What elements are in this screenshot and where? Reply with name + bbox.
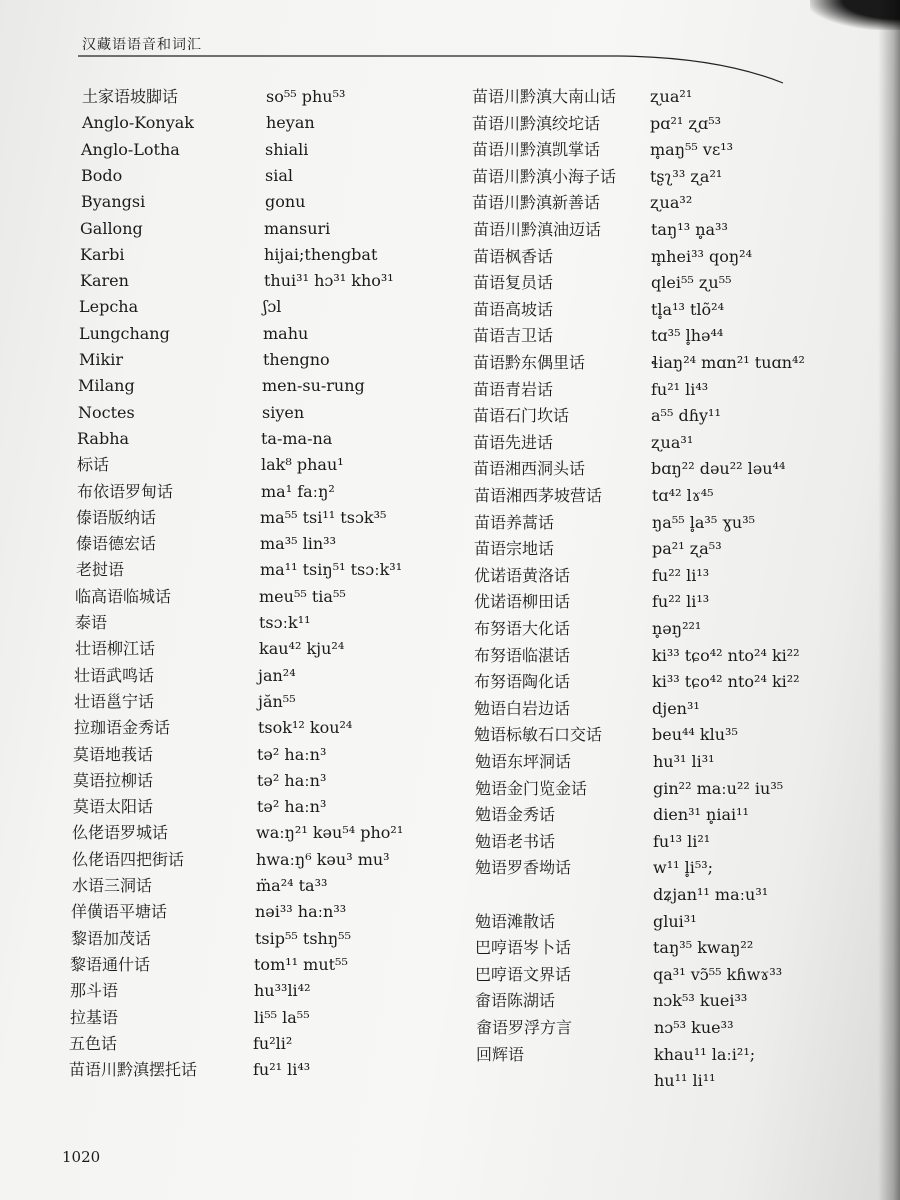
- language-name: 苗语川黔滇小海子话: [472, 167, 617, 186]
- entry-row: [72, 849, 472, 875]
- word-form: siyen: [262, 403, 305, 422]
- entry-row: [475, 778, 875, 804]
- language-name: 勉语金门览金话: [475, 779, 588, 798]
- entry-row: [474, 724, 874, 750]
- entry-row: [472, 113, 872, 139]
- entry-row: [474, 538, 874, 564]
- word-form: tom¹¹ mut⁵⁵: [254, 955, 348, 974]
- entry-row: [474, 591, 874, 617]
- entry-row: [69, 1033, 469, 1059]
- word-form: pɑ²¹ ʐɑ⁵³: [650, 114, 722, 133]
- language-name: 苗语养蒿话: [474, 513, 555, 532]
- entry-row: [71, 928, 471, 954]
- word-form: tʂʅ³³ ʐa²¹: [650, 167, 723, 186]
- entry-row: [75, 612, 475, 638]
- word-form: ma⁵⁵ tsi¹¹ tsɔk³⁵: [260, 508, 387, 527]
- entry-row: [474, 671, 874, 697]
- word-form: heyan: [266, 113, 315, 132]
- entry-row: [81, 139, 481, 165]
- word-form: tə² haːn³: [257, 771, 327, 790]
- word-form: ʐua²¹: [650, 87, 693, 106]
- language-name: 苗语川黔滇大南山话: [472, 87, 617, 106]
- entry-row: [74, 665, 474, 691]
- entry-row: [74, 691, 474, 717]
- entry-row: [74, 717, 474, 743]
- word-form: tɑ⁴² lɤ⁴⁵: [652, 486, 714, 505]
- word-form: ʐua³²: [650, 193, 693, 212]
- entry-row: [77, 428, 477, 454]
- word-form: hu³³li⁴²: [254, 981, 311, 1000]
- word-form: thengno: [263, 350, 330, 369]
- language-name: Rabha: [77, 429, 130, 448]
- word-form: djen³¹: [652, 699, 700, 718]
- word-form: tsok¹² kou²⁴: [258, 718, 353, 737]
- word-form: tsip⁵⁵ tshŋ⁵⁵: [255, 929, 351, 948]
- word-form: fu²li²: [253, 1034, 293, 1053]
- word-form: kau⁴² kju²⁴: [259, 639, 345, 658]
- language-name: 勉语罗香坳话: [475, 858, 572, 877]
- language-name: 莫语拉柳话: [73, 771, 154, 790]
- language-name: 傣语版纳话: [76, 508, 157, 527]
- language-name: 苗语石门坎话: [473, 406, 570, 425]
- language-name: 苗语青岩话: [473, 380, 554, 399]
- language-name: 苗语湘西茅坡营话: [474, 486, 603, 505]
- word-form: mansuri: [264, 219, 331, 238]
- language-name: 回辉语: [476, 1045, 525, 1064]
- word-form: lak⁸ phau¹: [261, 455, 344, 474]
- language-name: 五色话: [69, 1034, 118, 1053]
- word-form: ŋa⁵⁵ l̥a³⁵ ɣu³⁵: [652, 513, 756, 532]
- word-form: thui³¹ hɔ³¹ kho³¹: [264, 271, 394, 290]
- language-name: 苗语高坡话: [473, 300, 554, 319]
- language-name: 苗语枫香话: [473, 247, 554, 266]
- entry-row: [79, 296, 479, 322]
- word-form: w¹¹ l̥i⁵³;: [653, 858, 714, 877]
- word-form: hwaːŋ⁶ kəu³ mu³: [256, 850, 390, 869]
- entry-row: [473, 272, 873, 298]
- entry-row: [69, 1059, 469, 1085]
- language-name: 黎语通什话: [70, 955, 151, 974]
- language-name: 苗语宗地话: [474, 539, 555, 558]
- entry-row: [475, 964, 875, 990]
- word-form: fu²¹ li⁴³: [253, 1060, 311, 1079]
- word-form: pa²¹ ʐa⁵³: [652, 539, 722, 558]
- language-name: 苗语黔东偶里话: [473, 353, 586, 372]
- entry-row: [76, 533, 476, 559]
- language-name: Lungchang: [79, 324, 170, 343]
- word-form: nɔ⁵³ kue³³: [654, 1018, 734, 1037]
- word-form: jăn⁵⁵: [258, 692, 296, 711]
- language-name: Bodo: [81, 166, 123, 185]
- language-name: 苗语川黔滇摆托话: [69, 1060, 198, 1079]
- word-form: meu⁵⁵ tia⁵⁵: [259, 587, 346, 606]
- word-form: ki³³ tɕo⁴² nto²⁴ ki²²: [652, 646, 800, 665]
- page-edge-shadow: [878, 0, 900, 1200]
- entry-row: [475, 857, 875, 883]
- entry-row: [474, 645, 874, 671]
- entry-row: [472, 86, 872, 112]
- language-name: 佯僙语平塘话: [71, 902, 168, 921]
- entry-row: [472, 166, 872, 192]
- word-form: ma³⁵ lin³³: [260, 534, 336, 553]
- language-name: 优诺语黄洛话: [474, 566, 571, 585]
- word-form: hijai;thengbat: [264, 245, 378, 264]
- language-name: 拉基语: [70, 1008, 119, 1027]
- entry-row: [473, 299, 873, 325]
- word-form: gonu: [265, 192, 306, 211]
- language-name: 布努语大化话: [474, 619, 571, 638]
- word-form: jan²⁴: [258, 666, 296, 685]
- entry-row: [476, 1044, 876, 1070]
- word-form: ʐua³¹: [651, 433, 694, 452]
- language-name: Byangsi: [81, 192, 146, 211]
- entry-row: [80, 244, 480, 270]
- word-form: m̥aŋ⁵⁵ vɛ¹³: [650, 140, 734, 159]
- language-name: Lepcha: [79, 297, 139, 316]
- word-form: glui³¹: [653, 912, 697, 931]
- language-name: 苗语川黔滇油迈话: [473, 220, 602, 239]
- language-name: 布努语陶化话: [474, 672, 571, 691]
- language-name: 水语三洞话: [72, 876, 153, 895]
- entry-row: [79, 349, 479, 375]
- entry-row: [474, 512, 874, 538]
- entry-row: [473, 458, 873, 484]
- word-form: fu²¹ li⁴³: [651, 380, 709, 399]
- language-name: 苗语先进话: [473, 433, 554, 452]
- language-name: 临高语临城话: [75, 587, 172, 606]
- word-form: hu³¹ li³¹: [653, 752, 715, 771]
- entry-row: [475, 937, 875, 963]
- word-form: beu⁴⁴ klu³⁵: [652, 725, 738, 744]
- word-form: tə² haːn³: [257, 797, 327, 816]
- language-name: Karbi: [80, 245, 125, 264]
- language-name: 老挝语: [76, 560, 125, 579]
- language-name: Anglo-Lotha: [81, 140, 180, 159]
- entry-row: [75, 586, 475, 612]
- language-name: 泰语: [75, 613, 108, 632]
- entry-row: [472, 192, 872, 218]
- entry-row: [78, 402, 478, 428]
- word-form: ta-ma-na: [261, 429, 333, 448]
- page-number: 1020: [62, 1148, 101, 1166]
- entry-row: [73, 770, 473, 796]
- word-form: dien³¹ n̥iai¹¹: [653, 805, 749, 824]
- language-name: Karen: [80, 271, 129, 290]
- language-name: 苗语川黔滇新善话: [472, 193, 601, 212]
- language-name: 勉语滩散话: [475, 912, 556, 931]
- language-name: Mikir: [79, 350, 123, 369]
- right-column: [472, 86, 872, 1116]
- word-form: men-su-rung: [262, 376, 365, 395]
- language-name: 苗语吉卫话: [473, 326, 554, 345]
- entry-row: [473, 405, 873, 431]
- entry-row: [81, 165, 481, 191]
- entry-row: [473, 352, 873, 378]
- entry-row: [81, 191, 481, 217]
- word-form: dʑjan¹¹ maːu³¹: [653, 885, 769, 904]
- language-name: 勉语东坪洞话: [475, 752, 572, 771]
- word-form: fu¹³ li²¹: [653, 832, 711, 851]
- language-name: Milang: [78, 376, 135, 395]
- entry-row: [76, 507, 476, 533]
- word-form: khau¹¹ laːi²¹;: [654, 1045, 756, 1064]
- word-form: nəi³³ haːn³³: [255, 902, 347, 921]
- word-form: qlei⁵⁵ ʐu⁵⁵: [651, 273, 732, 292]
- word-form: sial: [265, 166, 293, 185]
- entry-row: [76, 559, 476, 585]
- word-form: bɑŋ²² dəu²² ləu⁴⁴: [651, 459, 786, 478]
- language-name: 壮语柳江话: [75, 639, 156, 658]
- word-form: li⁵⁵ la⁵⁵: [254, 1008, 310, 1027]
- language-name: 巴哼语岑卜话: [475, 938, 572, 957]
- entry-row: [82, 112, 482, 138]
- word-form: so⁵⁵ phu⁵³: [266, 87, 346, 106]
- entry-row: [473, 246, 873, 272]
- word-form: tɑ³⁵ l̥hə⁴⁴: [651, 326, 724, 345]
- word-form: taŋ³⁵ kwaŋ²²: [653, 938, 754, 957]
- entry-row: [475, 884, 875, 910]
- language-name: 苗语川黔滇绞坨话: [472, 114, 601, 133]
- word-form: shiali: [265, 140, 309, 159]
- word-form: ɬiaŋ²⁴ mɑn²¹ tuɑn⁴²: [651, 353, 805, 372]
- entry-row: [77, 454, 477, 480]
- word-form: ma¹¹ tsiŋ⁵¹ tsɔːk³¹: [260, 560, 403, 579]
- language-name: Noctes: [78, 403, 135, 422]
- entry-row: [474, 618, 874, 644]
- entry-row: [474, 698, 874, 724]
- language-name: 苗语复员话: [473, 273, 554, 292]
- entry-row: [475, 990, 875, 1016]
- entry-row: [475, 804, 875, 830]
- left-column: [69, 86, 462, 1116]
- word-form: a⁵⁵ dɦy¹¹: [651, 406, 721, 425]
- language-name: 苗语湘西洞头话: [473, 459, 586, 478]
- entry-row: [475, 911, 875, 937]
- entry-row: [472, 139, 872, 165]
- language-name: 傣语德宏话: [76, 534, 157, 553]
- entry-row: [473, 219, 873, 245]
- entry-row: [80, 270, 480, 296]
- language-name: 巴哼语文界话: [475, 965, 572, 984]
- entry-row: [78, 375, 478, 401]
- language-name: 勉语金秀话: [475, 805, 556, 824]
- language-name: 壮语武鸣话: [74, 666, 155, 685]
- entry-row: [473, 432, 873, 458]
- word-form: mahu: [263, 324, 309, 343]
- language-name: 仫佬语四把街话: [72, 850, 185, 869]
- language-name: 勉语标敏石口交话: [474, 725, 603, 744]
- word-form: qa³¹ vɔ̃⁵⁵ kɦwɤ³³: [653, 965, 783, 984]
- word-form: ʃɔl: [263, 297, 282, 316]
- word-form: hu¹¹ li¹¹: [654, 1071, 716, 1090]
- entry-row: [73, 744, 473, 770]
- entry-row: [72, 822, 472, 848]
- word-form: nɔk⁵³ kuei³³: [653, 991, 748, 1010]
- language-name: 布依语罗甸话: [77, 482, 174, 501]
- word-form: ma¹ faːŋ²: [261, 482, 335, 501]
- language-name: 优诺语柳田话: [474, 592, 571, 611]
- word-form: tsɔːk¹¹: [259, 613, 311, 632]
- entry-row: [474, 565, 874, 591]
- language-name: Anglo-Konyak: [82, 113, 194, 132]
- language-name: 拉珈语金秀话: [74, 718, 171, 737]
- entry-row: [73, 796, 473, 822]
- language-name: 标话: [77, 455, 110, 474]
- word-form: fu²² li¹³: [652, 592, 710, 611]
- entry-row: [475, 831, 875, 857]
- entry-row: [70, 954, 470, 980]
- language-name: 莫语地莪话: [73, 745, 154, 764]
- language-name: 畲语陈湖话: [475, 991, 556, 1010]
- language-name: 苗语川黔滇凯掌话: [472, 140, 601, 159]
- word-form: fu²² li¹³: [652, 566, 710, 585]
- language-name: 勉语老书话: [475, 832, 556, 851]
- language-name: 莫语太阳话: [73, 797, 154, 816]
- entry-row: [77, 481, 477, 507]
- entry-row: [473, 379, 873, 405]
- entry-row: [473, 325, 873, 351]
- entry-row: [71, 901, 471, 927]
- language-name: 那斗语: [70, 981, 119, 1000]
- entry-row: [475, 751, 875, 777]
- entry-row: [79, 323, 479, 349]
- word-form: tə² haːn³: [257, 745, 327, 764]
- word-form: ki³³ tɕo⁴² nto²⁴ ki²²: [652, 672, 800, 691]
- word-form: m̈a²⁴ ta³³: [256, 876, 328, 895]
- entry-row: [70, 980, 470, 1006]
- entry-row: [80, 218, 480, 244]
- entry-row: [474, 485, 874, 511]
- language-name: 壮语邕宁话: [74, 692, 155, 711]
- running-header: 汉藏语语音和词汇: [82, 37, 202, 53]
- word-form: n̥əŋ²²¹: [652, 619, 702, 638]
- language-name: 黎语加茂话: [71, 929, 152, 948]
- language-name: Gallong: [80, 219, 143, 238]
- language-name: 土家语坡脚话: [82, 87, 179, 106]
- entry-row: [70, 1007, 470, 1033]
- word-form: waːŋ²¹ kəu⁵⁴ pho²¹: [256, 823, 404, 842]
- word-form: gin²² maːu²² iu³⁵: [653, 779, 784, 798]
- word-form: taŋ¹³ n̥a³³: [651, 220, 728, 239]
- word-form: tl̥a¹³ tlõ²⁴: [651, 300, 725, 319]
- language-name: 布努语临湛话: [474, 646, 571, 665]
- language-name: 畲语罗浮方言: [476, 1018, 573, 1037]
- entry-row: [476, 1070, 876, 1096]
- entry-row: [476, 1017, 876, 1043]
- entry-row: [75, 638, 475, 664]
- word-form: m̥hei³³ qoŋ²⁴: [651, 247, 752, 266]
- language-name: 仫佬语罗城话: [72, 823, 169, 842]
- entry-row: [72, 875, 472, 901]
- entry-row: [82, 86, 482, 112]
- language-name: 勉语白岩边话: [474, 699, 571, 718]
